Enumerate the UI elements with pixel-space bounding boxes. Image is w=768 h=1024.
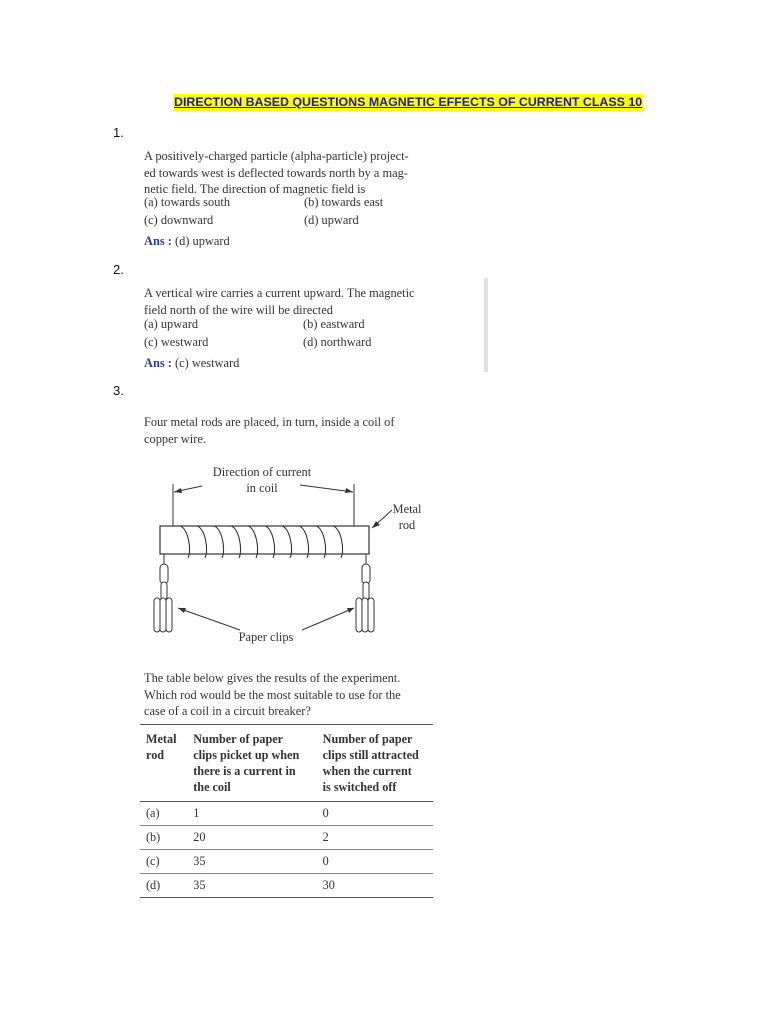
results-table [140, 724, 433, 898]
table-cell: 30 [317, 874, 433, 898]
diagram-label-rod: Metal [392, 502, 422, 516]
paper-clips-right [356, 554, 374, 632]
answer-label: Ans : [144, 234, 172, 248]
table-row [140, 850, 433, 874]
question-3-number: 3. [113, 383, 124, 398]
table-row [140, 802, 433, 826]
table-cell: 0 [317, 802, 433, 826]
question-2-text [144, 285, 444, 318]
question-3-line: Which rod would be the most suitable to use for the [144, 687, 401, 702]
question-3-followup [144, 670, 449, 720]
question-3-line: case of a coil in a circuit breaker? [144, 704, 311, 718]
diagram-label-clips: Paper clips [238, 630, 294, 644]
question-1-option-d: (d) upward [304, 213, 359, 227]
table-header-cell: Number of paper clips picket up when there is a current in the coil [187, 725, 316, 802]
question-1-line: netic field. The direction of magnetic field is [144, 182, 366, 196]
diagram-label-current: Direction of current [212, 465, 312, 479]
question-2-option-c: (c) westward [144, 335, 209, 349]
question-1-line: A positively-charged particle (alpha-particle) project- [144, 149, 409, 163]
table-cell: 20 [187, 826, 316, 850]
table-header-row [140, 725, 433, 802]
table-cell: 1 [187, 802, 316, 826]
question-3-text [144, 414, 444, 447]
table-cell: 2 [317, 826, 433, 850]
question-2-number: 2. [113, 262, 124, 277]
table-cell: 35 [187, 850, 316, 874]
coil-diagram [140, 458, 440, 648]
diagram-label-current-2: in coil [246, 481, 278, 495]
question-1-option-a: (a) towards south [144, 195, 231, 209]
question-2-option-b: (b) eastward [303, 317, 365, 331]
table-row [140, 826, 433, 850]
answer-value: (c) westward [175, 356, 240, 370]
scroll-marker [484, 278, 488, 372]
table-header-cell: Metal rod [140, 725, 187, 802]
question-2-option-a: (a) upward [144, 317, 199, 331]
paper-clips-left [154, 554, 172, 632]
table-cell: (a) [140, 802, 187, 826]
table-row [140, 874, 433, 898]
table-header-cell: Number of paper clips still attracted when the current is switched off [317, 725, 433, 802]
table-cell: 0 [317, 850, 433, 874]
question-1-text [144, 148, 444, 198]
question-1-line: ed towards west is deflected towards north by a mag- [144, 165, 408, 180]
answer-value: (d) upward [175, 234, 230, 248]
question-1-answer [144, 234, 230, 249]
table-cell: 35 [187, 874, 316, 898]
question-1-number: 1. [113, 125, 124, 140]
question-2-line: field north of the wire will be directed [144, 302, 333, 317]
question-2-option-d: (d) northward [303, 335, 372, 349]
question-3-line: copper wire. [144, 431, 206, 446]
question-1-option-b: (b) towards east [304, 195, 384, 209]
page-title: DIRECTION BASED QUESTIONS MAGNETIC EFFECTS OF CURRENT CLASS 10 [174, 95, 643, 109]
table-cell: (d) [140, 874, 187, 898]
table-cell: (b) [140, 826, 187, 850]
question-2-answer [144, 356, 239, 371]
question-2-line: A vertical wire carries a current upward. The magnetic [144, 286, 415, 300]
table-cell: (c) [140, 850, 187, 874]
answer-label: Ans : [144, 356, 172, 370]
diagram-label-rod-2: rod [398, 518, 416, 532]
question-3-line: The table below gives the results of the experiment. [144, 671, 401, 685]
question-1-option-c: (c) downward [144, 213, 214, 227]
question-3-line: Four metal rods are placed, in turn, inside a coil of [144, 415, 395, 429]
